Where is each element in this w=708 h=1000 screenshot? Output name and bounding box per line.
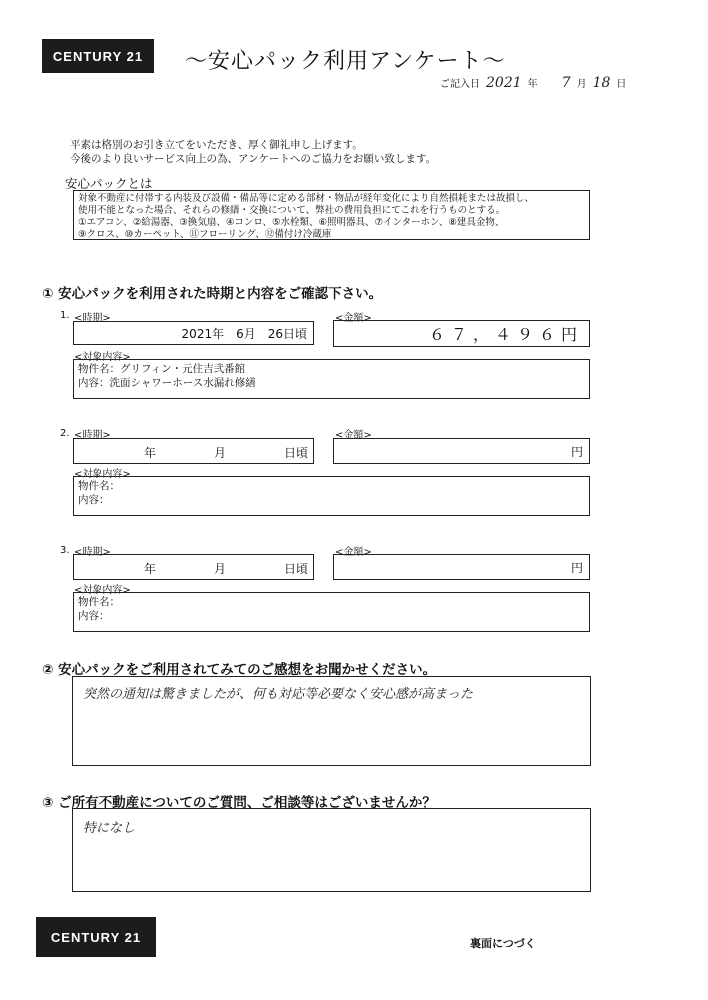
entry1-amount-label: <金額> — [335, 313, 372, 324]
intro-line-2: 今後のより良いサービス向上の為、アンケートへのご協力をお願い致します。 — [70, 153, 437, 165]
date-label: ご記入日 — [440, 79, 480, 90]
anshin-line-1: 対象不動産に付帯する内装及び設備・備品等に定める部材・物品が経年変化により自然損耗または故損し、 — [78, 193, 535, 204]
entry2-yen-unit: 円 — [570, 444, 583, 459]
intro-text — [70, 138, 436, 166]
anshin-line-3: ①エアコン、②給湯器、③換気扇、④コンロ、⑤水栓類、⑥照明器具、⑦インターホン、⑧建具金物、 — [78, 217, 505, 228]
entry3-time-label: <時期> — [74, 547, 111, 558]
entry1-time-box — [73, 321, 314, 345]
entry2-day-unit: 日頃 — [284, 446, 309, 460]
anshin-line-2: 使用不能となった場合、それらの修繕・交換について、弊社の費用負担にてこれを行うものとする。 — [78, 205, 506, 216]
month-unit: 月 — [576, 79, 587, 90]
entry3-content-box — [73, 592, 590, 632]
entry1-content: 内容：洗面シャワーホース水漏れ修繕 — [78, 377, 256, 389]
entry1-time-label: <時期> — [74, 313, 111, 324]
entry1-time-value: 2021年 6月 26日頃 — [181, 326, 307, 341]
intro-line-1: 平素は格別のお引き立てをいただき、厚く御礼申し上げます。 — [70, 139, 363, 151]
entry3-amount-label: <金額> — [335, 547, 372, 558]
entry2-time-label: <時期> — [74, 430, 111, 441]
q3-answer: 特になし — [83, 821, 136, 836]
day-unit: 日 — [616, 79, 627, 90]
entry3-number: 3. — [60, 545, 70, 556]
entry1-content-label: <対象内容> — [74, 352, 131, 363]
q2-heading: ② 安心パックをご利用されてみてのご感想をお聞かせください。 — [42, 662, 437, 678]
entry2-content-label: <対象内容> — [74, 469, 131, 480]
entry2-number: 2. — [60, 428, 70, 439]
entry1-content-box — [73, 359, 590, 399]
date-month: 7 — [561, 75, 571, 91]
entry2-property: 物件名： — [78, 480, 120, 492]
q2-answer: 突然の通知は驚きましたが、何も対応等必要なく安心感が高まった — [83, 687, 474, 702]
year-unit: 年 — [527, 79, 538, 90]
entry1-number: 1. — [60, 310, 70, 321]
entry2-month-unit: 月 — [214, 446, 227, 460]
entry3-content: 内容： — [78, 610, 110, 622]
continue-note: 裏面につづく — [470, 937, 536, 950]
entry2-time-box — [73, 438, 314, 464]
page-title: ～安心パック利用アンケート～ — [185, 49, 506, 74]
entry3-property: 物件名： — [78, 596, 120, 608]
entry3-year-unit: 年 — [144, 562, 157, 576]
anshin-heading: 安心パックとは — [65, 176, 153, 191]
entry2-content: 内容： — [78, 494, 110, 506]
entry3-time-box — [73, 554, 314, 580]
q3-heading: ③ ご所有不動産についてのご質問、ご相談等はございませんか？ — [42, 795, 436, 811]
entry2-amount-box — [333, 438, 590, 464]
date-day: 18 — [592, 75, 611, 91]
q1-heading: ① 安心パックを利用された時期と内容をご確認下さい。 — [42, 286, 383, 302]
q2-answer-box — [72, 676, 591, 766]
century21-logo-top: CENTURY 21 — [42, 39, 154, 73]
entry1-property: 物件名：グリフィン・元住吉弐番館 — [78, 363, 246, 375]
anshin-line-4: ⑨クロス、⑩カーペット、⑪フローリング、⑫備付け冷蔵庫 — [78, 229, 332, 240]
entry1-amount-box — [333, 320, 590, 347]
century21-logo-bottom: CENTURY 21 — [36, 917, 156, 957]
anshin-definition-box — [73, 190, 590, 240]
entry3-month-unit: 月 — [214, 562, 227, 576]
date-year: 2021 — [486, 75, 522, 91]
entry2-content-box — [73, 476, 590, 516]
entry3-day-unit: 日頃 — [284, 562, 309, 576]
entry3-amount-box — [333, 554, 590, 580]
entry3-yen-unit: 円 — [570, 560, 583, 575]
date-row — [440, 76, 626, 92]
entry2-year-unit: 年 — [144, 446, 157, 460]
q3-answer-box — [72, 808, 591, 892]
entry1-amount-value: ６７，４９６円 — [428, 325, 583, 344]
entry2-amount-label: <金額> — [335, 430, 372, 441]
entry3-content-label: <対象内容> — [74, 585, 131, 596]
